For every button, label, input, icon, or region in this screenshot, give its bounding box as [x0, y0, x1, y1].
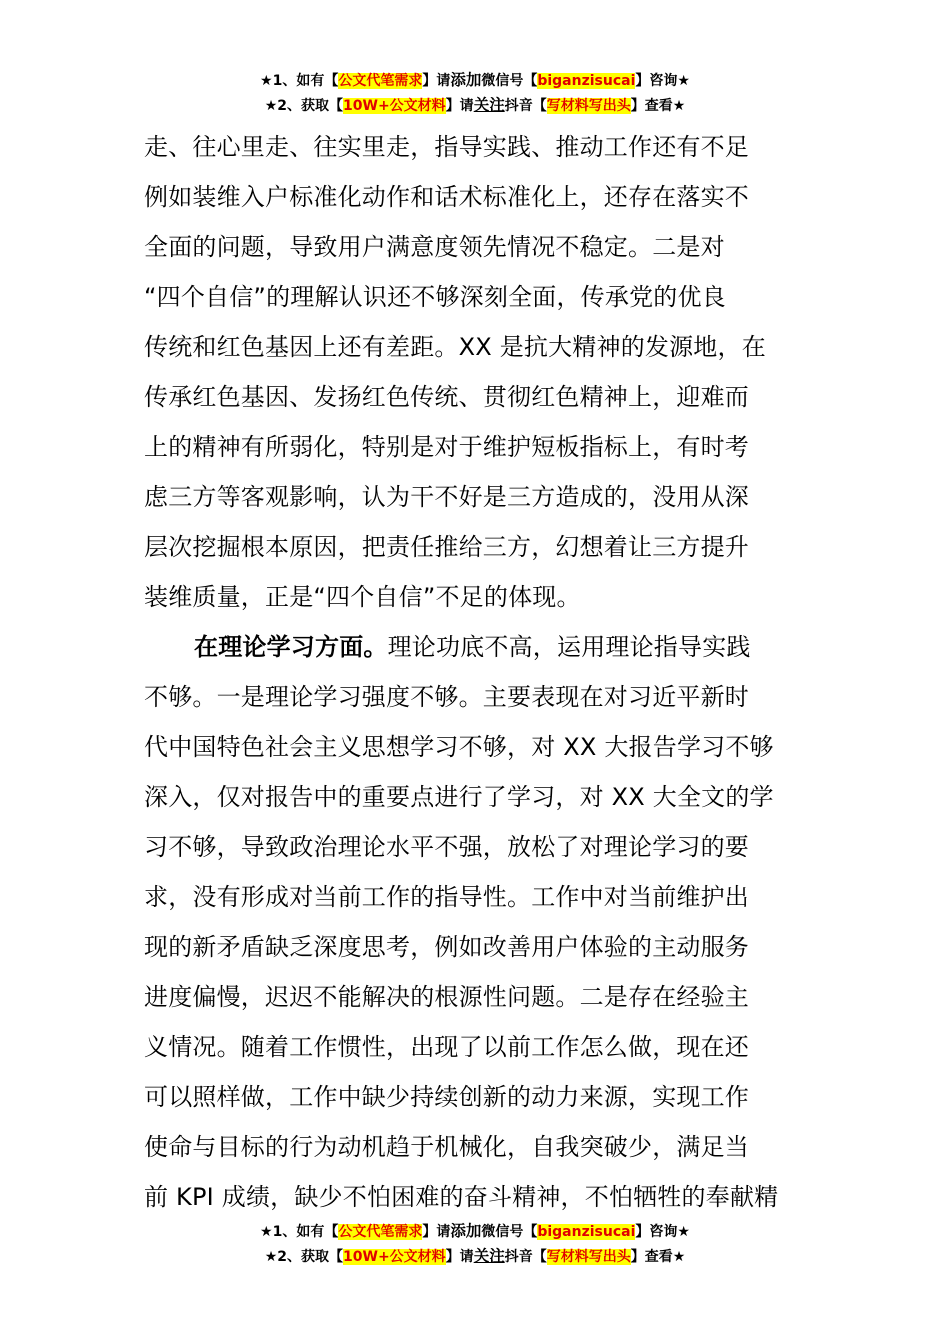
text-run: 理论功底不高，运用理论指导实践	[387, 633, 751, 661]
banner-row-1	[0, 1219, 950, 1244]
star-icon: ★	[264, 98, 278, 114]
banner-row-1	[0, 68, 950, 93]
text-line: 全面的问题，导致用户满意度领先情况不稳定。二是对	[144, 233, 725, 261]
banner-emphasis: 添加	[450, 1222, 482, 1240]
banner-text: 】请	[422, 73, 451, 89]
highlight-materials: 10W+公文材料	[343, 98, 446, 114]
text-line	[144, 622, 806, 672]
banner-text: 】咨询	[635, 1224, 678, 1240]
text-line: 义情况。随着工作惯性，出现了以前工作怎么做，现在还	[144, 1033, 749, 1061]
star-icon: ★	[260, 73, 273, 89]
text-line: 进度偏慢，迟迟不能解决的根源性问题。二是存在经验主	[144, 983, 749, 1011]
banner-text: 抖音【	[504, 98, 547, 114]
star-icon: ★	[672, 1249, 686, 1265]
text-line: 例如装维入户标准化动作和话术标准化上，还存在落实不	[144, 183, 749, 211]
banner-text: 】请	[445, 98, 474, 114]
banner-text: 】请	[445, 1249, 474, 1265]
star-icon: ★	[264, 1249, 278, 1265]
banner-text: 】请	[422, 1224, 451, 1240]
banner-text: 微信号【	[481, 1224, 538, 1240]
text-line: 传统和红色基因上还有差距。XX 是抗大精神的发源地，在	[144, 333, 766, 361]
text-line: 层次挖掘根本原因，把责任推给三方，幻想着让三方提升	[144, 533, 749, 561]
banner-row-2	[0, 1244, 950, 1269]
star-icon: ★	[260, 1224, 273, 1240]
banner-emphasis: 关注	[473, 1247, 505, 1265]
highlight-douyin-account: 写材料写出头	[546, 1249, 631, 1265]
text-line: 不够。一是理论学习强度不够。主要表现在对习近平新时	[144, 683, 749, 711]
banner-text: 1、如有【	[272, 1224, 339, 1240]
banner-text: 抖音【	[504, 1249, 547, 1265]
text-line: 前 KPI 成绩，缺少不怕困难的奋斗精神，不怕牺牲的奉献精	[144, 1183, 779, 1211]
star-icon: ★	[677, 73, 690, 89]
banner-text: 1、如有【	[272, 73, 339, 89]
header-banner	[0, 68, 950, 118]
text-line: 可以照样做，工作中缺少持续创新的动力来源，实现工作	[144, 1083, 749, 1111]
document-body	[144, 122, 806, 1222]
highlight-wechat-id: biganzisucai	[537, 73, 636, 89]
banner-text: 】咨询	[635, 73, 678, 89]
text-line: 使命与目标的行为动机趋于机械化，自我突破少，满足当	[144, 1133, 749, 1161]
footer-banner	[0, 1219, 950, 1269]
banner-emphasis: 关注	[473, 96, 505, 114]
banner-emphasis: 添加	[450, 71, 482, 89]
banner-text: 】查看	[630, 1249, 673, 1265]
highlight-douyin-account: 写材料写出头	[546, 98, 631, 114]
text-line: 深入，仅对报告中的重要点进行了学习，对 XX 大全文的学	[144, 783, 774, 811]
text-line: 求，没有形成对当前工作的指导性。工作中对当前维护出	[144, 883, 749, 911]
section-heading: 在理论学习方面。	[194, 633, 388, 661]
highlight-service: 公文代笔需求	[338, 73, 423, 89]
text-line: 虑三方等客观影响，认为干不好是三方造成的，没用从深	[144, 483, 749, 511]
banner-text: 】查看	[630, 98, 673, 114]
text-line: 代中国特色社会主义思想学习不够，对 XX 大报告学习不够	[144, 733, 774, 761]
banner-text: 微信号【	[481, 73, 538, 89]
star-icon: ★	[672, 98, 686, 114]
text-line: 走、往心里走、往实里走，指导实践、推动工作还有不足	[144, 133, 749, 161]
text-line: 上的精神有所弱化，特别是对于维护短板指标上，有时考	[144, 433, 749, 461]
text-line: 传承红色基因、发扬红色传统、贯彻红色精神上，迎难而	[144, 383, 749, 411]
text-line: 现的新矛盾缺乏深度思考，例如改善用户体验的主动服务	[144, 933, 749, 961]
highlight-wechat-id: biganzisucai	[537, 1224, 636, 1240]
text-line: “四个自信”的理解认识还不够深刻全面，传承党的优良	[144, 283, 726, 311]
text-line: 装维质量，正是“四个自信”不足的体现。	[144, 583, 581, 611]
highlight-materials: 10W+公文材料	[343, 1249, 446, 1265]
paragraph-2	[144, 622, 806, 1222]
star-icon: ★	[677, 1224, 690, 1240]
paragraph-1	[144, 122, 806, 622]
banner-row-2	[0, 93, 950, 118]
banner-text: 2、获取【	[277, 1249, 344, 1265]
banner-text: 2、获取【	[277, 98, 344, 114]
text-line: 习不够，导致政治理论水平不强，放松了对理论学习的要	[144, 833, 749, 861]
highlight-service: 公文代笔需求	[338, 1224, 423, 1240]
